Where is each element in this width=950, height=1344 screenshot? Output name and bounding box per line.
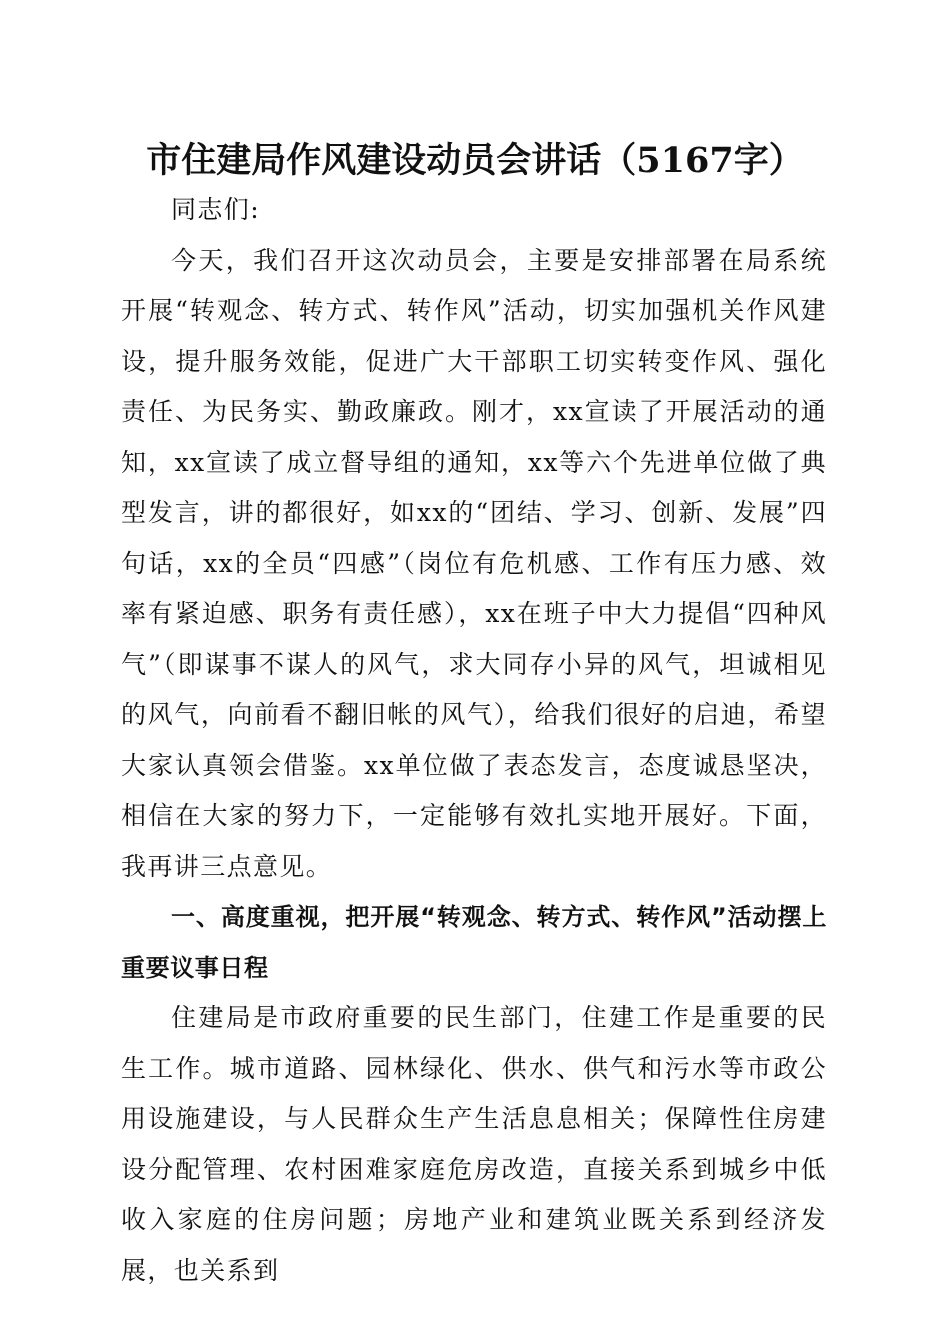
document-body bbox=[121, 185, 827, 1296]
section-1-paragraph: 住建局是市政府重要的民生部门，住建工作是重要的民生工作。城市道路、园林绿化、供水、供气和污水等市政公用设施建设，与人民群众生产生活息息相关；保障性住房建设分配管理、农村困难家庭危房改造，直接关系到城乡中低收入家庭的住房问题；房地产业和建筑业既关系到经济发展，也关系到 bbox=[121, 1003, 827, 1285]
document-title: 市住建局作风建设动员会讲话（5167字） bbox=[146, 140, 804, 181]
greeting: 同志们: bbox=[171, 195, 261, 224]
section-heading-1: 一、高度重视，把开展“转观念、转方式、转作风”活动摆上重要议事日程 bbox=[121, 903, 827, 982]
opening-paragraph: 今天，我们召开这次动员会，主要是安排部署在局系统开展“转观念、转方式、转作风”活动，切实加强机关作风建设，提升服务效能，促进广大干部职工切实转变作风、强化责任、为民务实、勤政廉政。刚才，xx宣读了开展活动的通知，xx宣读了成立督导组的通知，xx等六个先进单位做了典型发言，讲的都很好，如xx的“团结、学习、创新、发展”四句话，xx的全员“四感”（岗位有危机感、工作有压力感、效率有紧迫感、职务有责任感），xx在班子中大力提倡“四种风气”（即谋事不谋人的风气，求大同存小异的风气，坦诚相见的风气，向前看不翻旧帐的风气），给我们很好的启迪，希望大家认真领会借鉴。xx单位做了表态发言，态度诚恳坚决，相信在大家的努力下，一定能够有效扎实地开展好。下面，我再讲三点意见。 bbox=[121, 245, 827, 881]
